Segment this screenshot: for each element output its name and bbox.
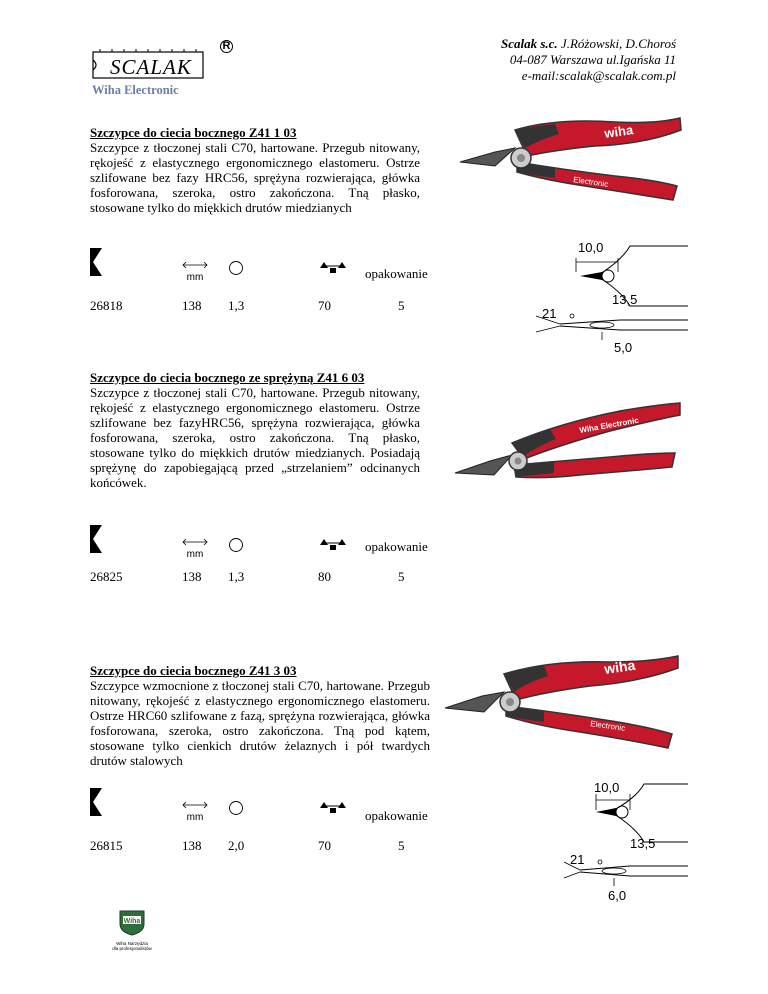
- company-address: 04-087 Warszawa ul.Igańska 11: [509, 52, 676, 67]
- length-icon: [182, 533, 208, 560]
- scale-weight-icon: [318, 800, 348, 814]
- spec-icons-1: [90, 248, 450, 283]
- logo-text: SCALAK: [110, 55, 192, 79]
- company-name: Scalak s.c.: [500, 36, 558, 51]
- dim-top: 10,0: [578, 240, 604, 255]
- footer-caption-2: dla profesjonalistów: [112, 946, 152, 951]
- dim-bottom: 6,0: [608, 888, 627, 903]
- brand-label: Wiha Electronic: [578, 415, 640, 435]
- spec-icons-3: [90, 788, 450, 823]
- company-info: [501, 36, 676, 84]
- handle-label: Electronic: [589, 719, 626, 733]
- dimension-drawing-1: [530, 232, 690, 357]
- mm-label: mm: [186, 549, 204, 560]
- product-diameter: 1,3: [228, 569, 245, 584]
- diameter-icon: [228, 260, 244, 276]
- product-length: 138: [182, 569, 202, 584]
- dim-angle: 21: [570, 852, 585, 867]
- product-3: [90, 663, 430, 768]
- length-icon: [182, 256, 208, 283]
- product-diameter: 1,3: [228, 298, 245, 313]
- handle-label: Electronic: [572, 175, 609, 189]
- product-length: 138: [182, 298, 202, 313]
- product-title: Szczypce do ciecia bocznego Z41 1 03: [90, 125, 297, 140]
- product-packaging: 5: [398, 838, 405, 853]
- scale-weight-icon: [318, 260, 348, 274]
- product-packaging: 5: [398, 569, 405, 584]
- mm-label: mm: [186, 272, 204, 283]
- dim-angle: 21: [542, 306, 557, 321]
- spec-icons-2: [90, 525, 450, 560]
- wiha-shield-icon: [117, 908, 147, 936]
- mm-label: mm: [186, 812, 204, 823]
- cutter-profile-icon: [90, 525, 104, 553]
- wiha-footer-logo: [104, 908, 160, 951]
- product-description: Szczypce wzmocnione z tłoczonej stali C70, hartowane. Przegub nitowany, rękojeść z elastycznego ergonomicznego elastomeru. Ostrze HRC60 szlifowane z fazą, sprężyna rozwierająca, główka fosforowana, szeroka, ostro zakończona. Tną pod kątem, stosowane tylko cienkich drutów żelaznych i pół twardych drutów stalowych: [90, 678, 430, 768]
- logo-subtitle: Wiha Electronic: [92, 83, 179, 97]
- product-weight: 70: [318, 838, 331, 853]
- product-code: 26818: [90, 298, 123, 313]
- product-weight: 70: [318, 298, 331, 313]
- company-owners: J.Różowski, D.Choroś: [557, 36, 676, 51]
- product-packaging: 5: [398, 298, 405, 313]
- registered-mark: R: [220, 40, 233, 53]
- product-title: Szczypce do ciecia bocznego Z41 3 03: [90, 663, 297, 678]
- scale-weight-icon: [318, 537, 348, 551]
- brand-label: wiha: [603, 656, 637, 677]
- product-weight: 80: [318, 569, 331, 584]
- packaging-label: opakowanie: [365, 266, 428, 281]
- cutter-profile-icon: [90, 788, 104, 816]
- pliers-image-3: [440, 640, 685, 755]
- product-description: Szczypce z tłoczonej stali C70, hartowane. Przegub nitowany, rękojeść z elastycznego ergonomicznego elastomeru. Ostrze szlifowane bez fazy HRC56, sprężyna rozwierająca, główka fosforowana, szeroka, ostro zakończona. Tną płasko, stosowane tylko do miękkich drutów miedzianych: [90, 140, 420, 215]
- scalak-logo: [92, 40, 231, 80]
- product-length: 138: [182, 838, 202, 853]
- cutter-profile-icon: [90, 248, 104, 276]
- brand-label: wiha: [603, 122, 635, 141]
- footer-caption-1: Wiha Narzędzia: [116, 941, 148, 946]
- pliers-image-2: [450, 395, 685, 500]
- length-icon: [182, 796, 208, 823]
- packaging-label: opakowanie: [365, 808, 428, 823]
- pliers-image-1: [455, 100, 685, 210]
- dim-mid: 13,5: [612, 292, 638, 307]
- product-1: [90, 125, 420, 215]
- dim-mid: 13,5: [630, 836, 656, 851]
- product-diameter: 2,0: [228, 838, 245, 853]
- diameter-icon: [228, 800, 244, 816]
- product-2: [90, 370, 420, 490]
- dim-bottom: 5,0: [614, 340, 633, 355]
- dimension-drawing-3: [560, 780, 690, 905]
- dim-top: 10,0: [594, 780, 620, 795]
- footer-logo-text: Wiha: [123, 918, 141, 925]
- product-title: Szczypce do ciecia bocznego ze sprężyną Z41 6 03: [90, 370, 365, 385]
- company-email[interactable]: e-mail:scalak@scalak.com.pl: [521, 68, 676, 83]
- product-code: 26825: [90, 569, 123, 584]
- product-description: Szczypce z tłoczonej stali C70, hartowane. Przegub nitowany, rękojeść z elastycznego ergonomicznego elastomeru. Ostrze szlifowane bez fazyHRC56, sprężyna rozwierająca, główka fosforowana, szeroka, ostro zakończona. Tną płasko, stosowane tylko do miękkich drutów miedzianych. Posiadają sprężynę do zapobiegającą przed „strzelaniem” odcinanych końcówek.: [90, 385, 420, 490]
- packaging-label: opakowanie: [365, 539, 428, 554]
- product-code: 26815: [90, 838, 123, 853]
- diameter-icon: [228, 537, 244, 553]
